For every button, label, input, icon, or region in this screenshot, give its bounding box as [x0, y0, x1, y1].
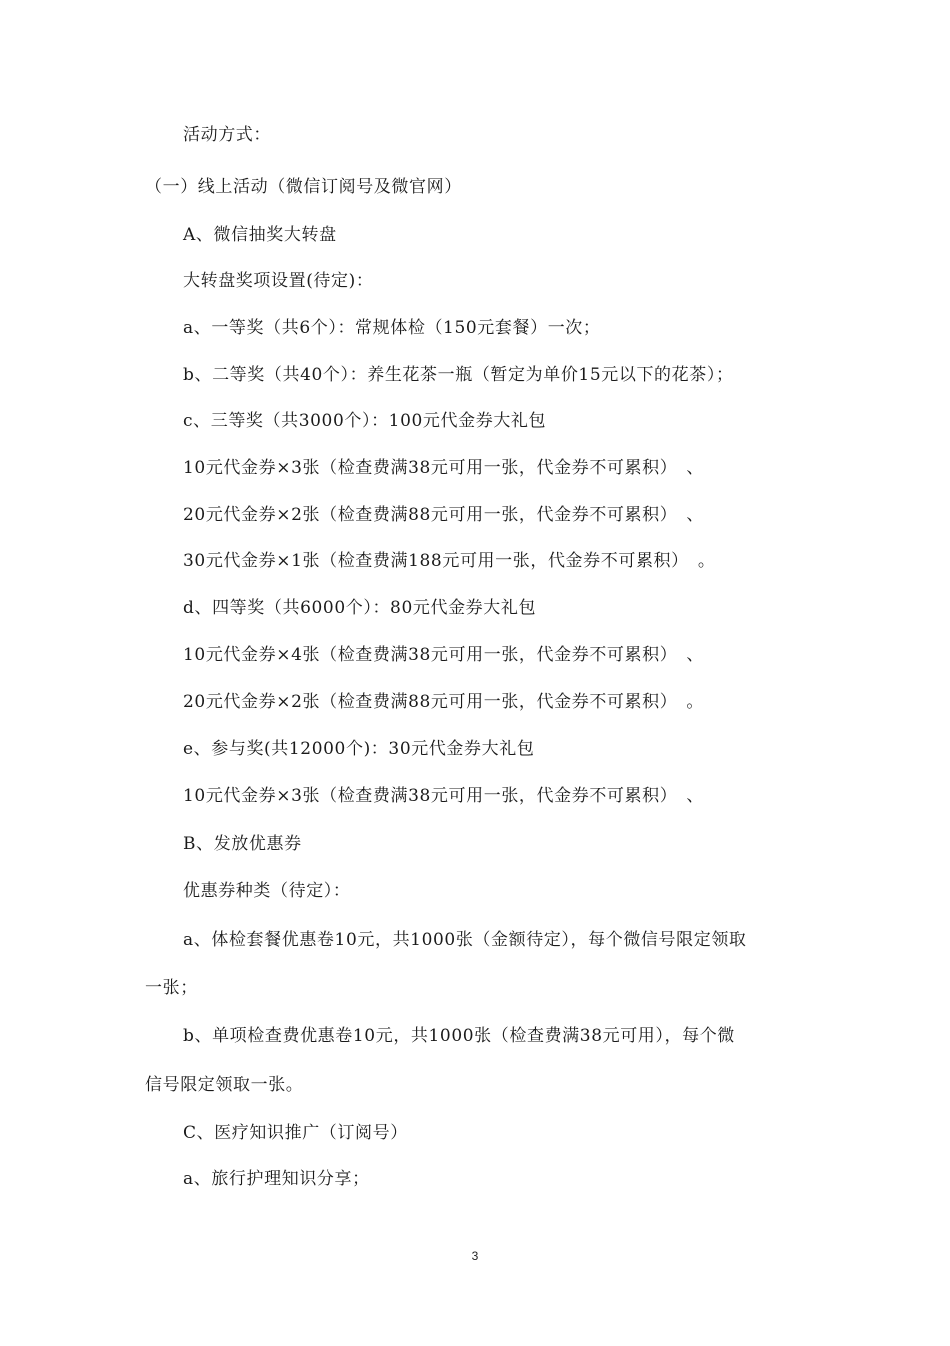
subsection-lucky-wheel: A、微信抽奖大转盘 [183, 225, 337, 245]
coupon-b-line-1: b、单项检查费优惠卷10元，共1000张（检查费满38元可用），每个微 [183, 1026, 735, 1046]
third-prize-voucher-20: 20元代金券×2张（检查费满88元可用一张，代金券不可累积） 、 [183, 505, 705, 525]
second-prize: b、二等奖（共40个）：养生花茶一瓶（暂定为单价15元以下的花茶）； [183, 365, 734, 385]
third-prize-voucher-30: 30元代金券×1张（检查费满188元可用一张，代金券不可累积） 。 [183, 551, 716, 571]
participation-prize: e、参与奖(共12000个)：30元代金券大礼包 [183, 739, 535, 759]
travel-care-knowledge: a、旅行护理知识分享； [183, 1169, 370, 1189]
third-prize: c、三等奖（共3000个）：100元代金券大礼包 [183, 411, 547, 431]
fourth-prize-voucher-20: 20元代金券×2张（检查费满88元可用一张，代金券不可累积） 。 [183, 692, 705, 712]
first-prize: a、一等奖（共6个）：常规体检（150元套餐）一次； [183, 318, 601, 338]
fourth-prize-voucher-10: 10元代金券×4张（检查费满38元可用一张，代金券不可累积） 、 [183, 645, 705, 665]
coupon-a-line-1: a、体检套餐优惠卷10元，共1000张（金额待定），每个微信号限定领取 [183, 930, 747, 950]
coupon-types-label: 优惠券种类（待定）： [183, 881, 351, 901]
fourth-prize: d、四等奖（共6000个）：80元代金券大礼包 [183, 598, 537, 618]
heading-activity-method: 活动方式： [183, 125, 271, 145]
prize-settings-label: 大转盘奖项设置(待定)： [183, 271, 374, 291]
page-number: 3 [471, 1249, 479, 1263]
section-online-activity: （一）线上活动（微信订阅号及微官网） [145, 177, 462, 197]
subsection-coupons: B、发放优惠券 [183, 834, 302, 854]
third-prize-voucher-10: 10元代金券×3张（检查费满38元可用一张，代金券不可累积） 、 [183, 458, 705, 478]
subsection-medical-knowledge: C、医疗知识推广（订阅号） [183, 1123, 408, 1143]
coupon-b-line-2: 信号限定领取一张。 [145, 1075, 304, 1095]
participation-prize-voucher-10: 10元代金券×3张（检查费满38元可用一张，代金券不可累积） 、 [183, 786, 705, 806]
coupon-a-line-2: 一张； [145, 978, 198, 998]
